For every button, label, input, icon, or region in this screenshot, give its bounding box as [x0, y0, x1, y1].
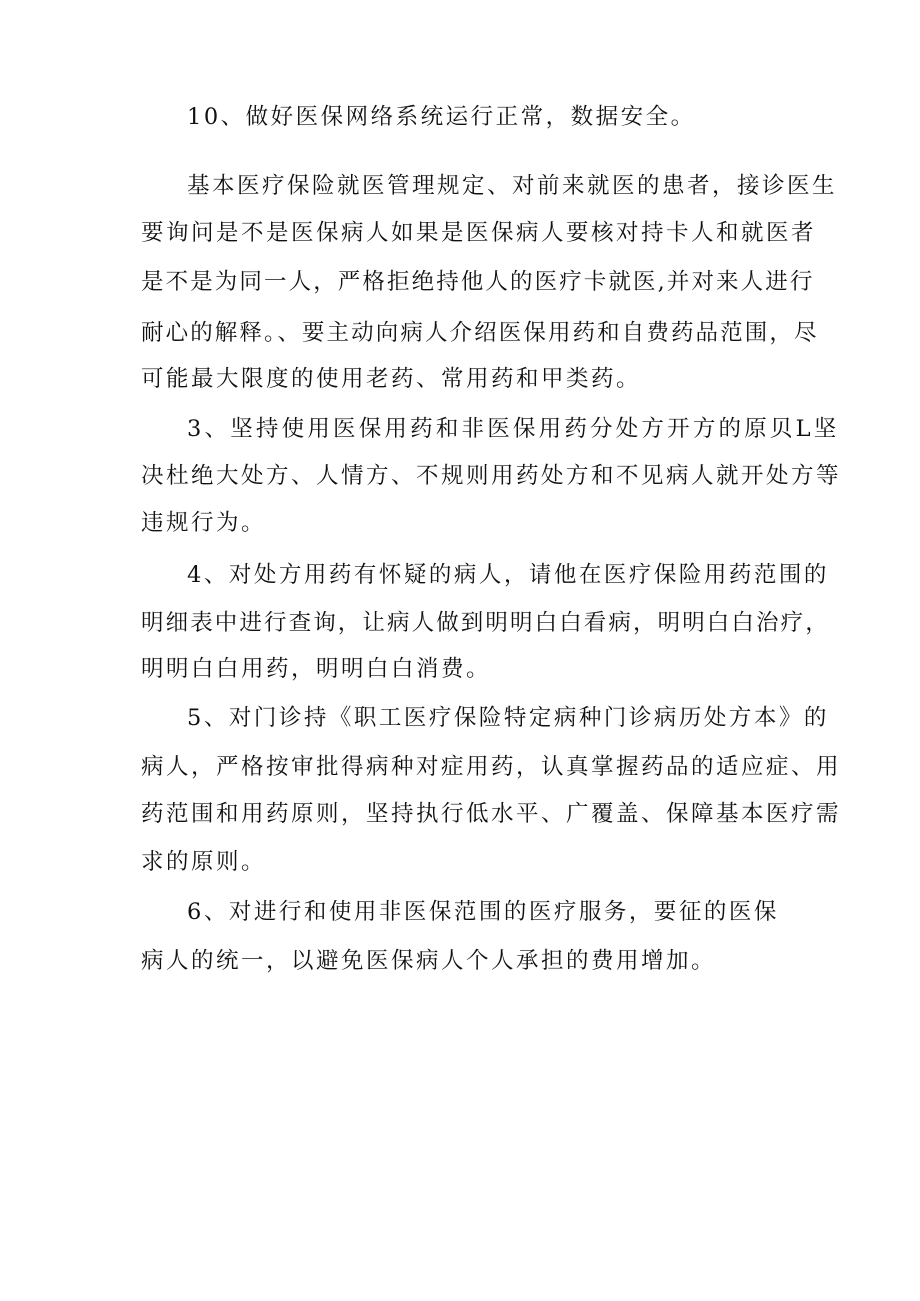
text-line: 可能最大限度的使用老药、常用药和甲类药。	[141, 366, 642, 392]
text-line: 6、对进行和使用非医保范围的医疗服务，要征的医保	[187, 899, 779, 925]
text-line: 5、对门诊持《职工医疗保险特定病种门诊病历处方本》的	[187, 705, 829, 731]
text-line: 是不是为同一人，严格拒绝持他人的医疗卡就医,并对来人进行	[141, 269, 815, 295]
text-line: 基本医疗保险就医管理规定、对前来就医的患者，接诊医生	[187, 173, 838, 199]
text-line: 求的原则。	[141, 849, 267, 875]
text-line: 3、坚持使用医保用药和非医保用药分处方开方的原贝L坚	[187, 416, 840, 442]
text-line: 病人的统一，以避免医保病人个人承担的费用增加。	[141, 948, 717, 974]
text-line: 要询问是不是医保病人如果是医保病人要核对持卡人和就医者	[141, 220, 817, 246]
text-line: 10、做好医保网络系统运行正常，数据安全。	[187, 104, 696, 130]
text-line: 药范围和用药原则，坚持执行低水平、广覆盖、保障基本医疗需	[141, 801, 842, 827]
text-line: 耐心的解释。、要主动向病人介绍医保用药和自费药品范围，尽	[141, 320, 819, 346]
text-line: 决杜绝大处方、人情方、不规则用药处方和不见病人就开处方等	[141, 463, 842, 489]
text-line: 明明白白用药，明明白白消费。	[141, 656, 492, 682]
text-line: 违规行为。	[141, 510, 267, 536]
text-line: 病人，严格按审批得病种对症用药，认真掌握药品的适应症、用	[141, 754, 842, 780]
text-line: 明细表中进行查询，让病人做到明明白白看病，明明白白治疗，	[141, 610, 830, 636]
text-line: 4、对处方用药有怀疑的病人，请他在医疗保险用药范围的	[187, 562, 829, 588]
